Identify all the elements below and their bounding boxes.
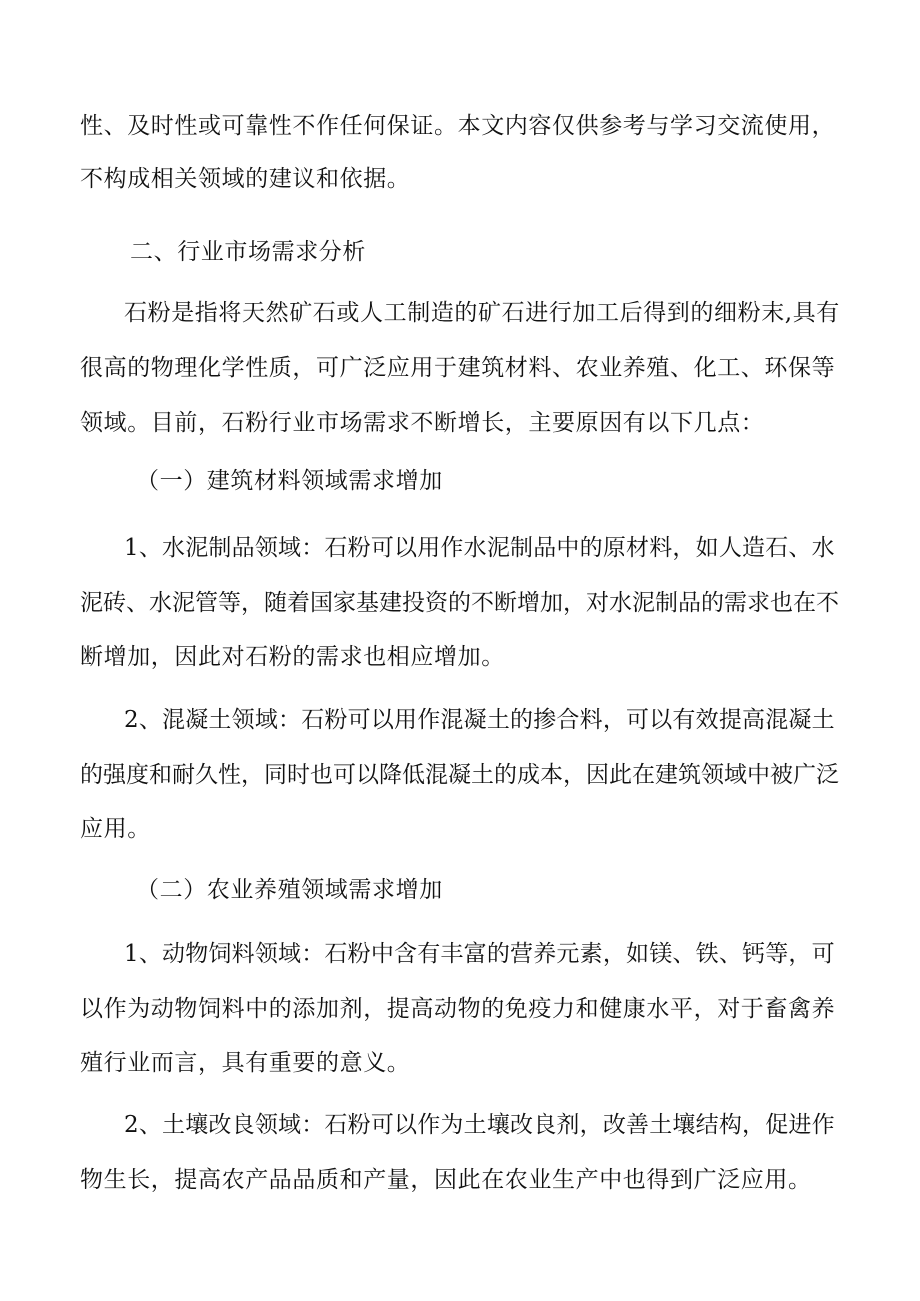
item-cement-line-1: 1、水泥制品领域：石粉可以用作水泥制品中的原材料，如人造石、水 <box>124 535 835 561</box>
item-cement-line-3: 断增加，因此对石粉的需求也相应增加。 <box>80 644 505 670</box>
item-soil-line-2: 物生长，提高农产品品质和产量，因此在农业生产中也得到广泛应用。 <box>80 1167 812 1193</box>
item-feed-line-2: 以作为动物饲料中的添加剂，提高动物的免疫力和健康水平，对于畜禽养 <box>80 996 836 1022</box>
disclaimer-line-1: 性、及时性或可靠性不作任何保证。本文内容仅供参考与学习交流使用， <box>80 113 836 139</box>
intro-line-3: 领域。目前，石粉行业市场需求不断增长，主要原因有以下几点： <box>80 410 765 436</box>
intro-line-2: 很高的物理化学性质，可广泛应用于建筑材料、农业养殖、化工、环保等 <box>80 355 836 381</box>
item-cement-line-2: 泥砖、水泥管等，随着国家基建投资的不断增加，对水泥制品的需求也在不 <box>80 590 839 616</box>
sub-heading-building-materials: （一）建筑材料领域需求增加 <box>136 468 443 494</box>
intro-line-1: 石粉是指将天然矿石或人工制造的矿石进行加工后得到的细粉末,具有 <box>124 300 840 326</box>
item-concrete-line-3: 应用。 <box>80 816 151 842</box>
item-feed-line-1: 1、动物饲料领域：石粉中含有丰富的营养元素，如镁、铁、钙等，可 <box>124 941 835 967</box>
sub-heading-agriculture: （二）农业养殖领域需求增加 <box>136 877 443 903</box>
section-heading: 二、行业市场需求分析 <box>130 239 366 265</box>
item-feed-line-3: 殖行业而言，具有重要的意义。 <box>80 1050 411 1076</box>
disclaimer-line-2: 不构成相关领域的建议和依据。 <box>80 166 411 192</box>
item-soil-line-1: 2、土壤改良领域：石粉可以作为土壤改良剂，改善土壤结构，促进作 <box>124 1112 835 1138</box>
item-concrete-line-2: 的强度和耐久性，同时也可以降低混凝土的成本，因此在建筑领域中被广泛 <box>80 762 839 788</box>
item-concrete-line-1: 2、混凝土领域：石粉可以用作混凝土的掺合料，可以有效提高混凝土 <box>124 707 835 733</box>
